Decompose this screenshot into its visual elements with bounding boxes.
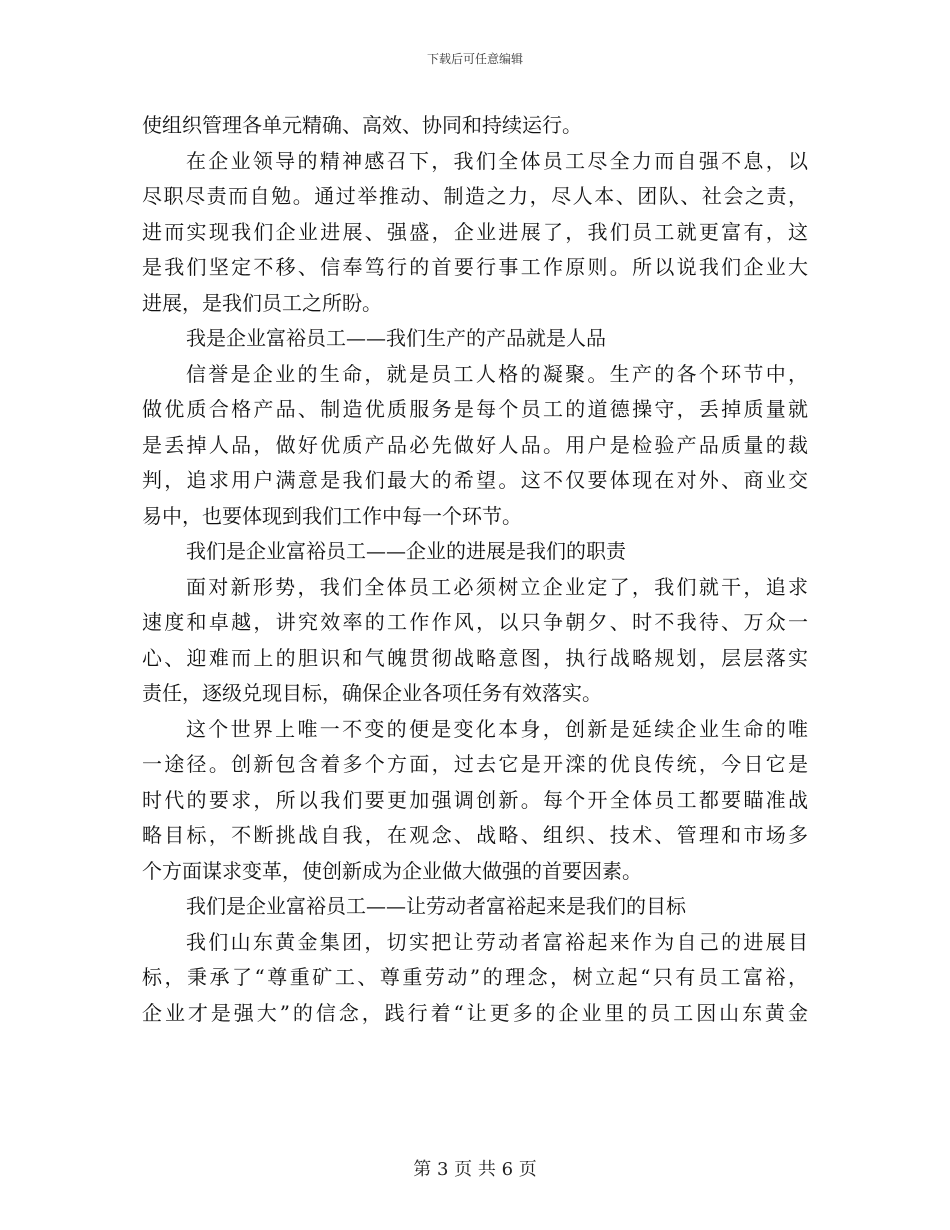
paragraph-line: 心、迎难而上的胆识和气魄贯彻战略意图，执行战略规划，层层落实 (142, 645, 808, 670)
paragraph-line: 做优质合格产品、制造优质服务是每个员工的道德操守，丢掉质量就 (142, 397, 808, 421)
paragraph-line: 进而实现我们企业进展、强盛，企业进展了，我们员工就更富有，这 (142, 219, 808, 244)
paragraph-line: 判，追求用户满意是我们最大的希望。这不仅要体现在对外、商业交 (142, 468, 808, 492)
paragraph-line: 这个世界上唯一不变的便是变化本身，创新是延续企业生命的唯 (186, 716, 808, 741)
paragraph-line: 时代的要求，所以我们要更加强调创新。每个开全体员工都要瞄准战 (142, 787, 808, 812)
paragraph-line: 标，秉承了“尊重矿工、尊重劳动”的理念，树立起“只有员工富裕， (142, 965, 808, 989)
paragraph-line: 个方面谋求变革，使创新成为企业做大做强的首要因素。 (142, 858, 642, 883)
paragraph-line: 企业才是强大”的信念，践行着“让更多的企业里的员工因山东黄金 (142, 1000, 808, 1025)
section-heading: 我是企业富裕员工——我们生产的产品就是人品 (186, 326, 606, 350)
paragraph-line: 易中，也要体现到我们工作中每一个环节。 (142, 503, 522, 528)
paragraph-line: 在企业领导的精神感召下，我们全体员工尽全力而自强不息，以 (186, 148, 808, 173)
paragraph-line: 我们山东黄金集团，切实把让劳动者富裕起来作为自己的进展目 (186, 929, 808, 954)
paragraph-line: 是丢掉人品，做好优质产品必先做好人品。用户是检验产品质量的裁 (142, 432, 808, 457)
paragraph-line: 面对新形势，我们全体员工必须树立企业定了，我们就干，追求 (186, 574, 808, 599)
page-number-footer: 第 3 页 共 6 页 (413, 1159, 537, 1180)
page-header: 下载后可任意编辑 (426, 52, 523, 66)
paragraph-line: 责任，逐级兑现目标，确保企业各项任务有效落实。 (142, 681, 602, 705)
document-body (142, 108, 808, 1031)
paragraph-line: 一途径。创新包含着多个方面，过去它是开滦的优良传统，今日它是 (142, 752, 808, 776)
paragraph-line: 略目标，不断挑战自我，在观念、战略、组织、技术、管理和市场多 (142, 823, 808, 847)
section-heading: 我们是企业富裕员工——企业的进展是我们的职责 (186, 539, 626, 563)
section-heading: 我们是企业富裕员工——让劳动者富裕起来是我们的目标 (186, 894, 686, 918)
paragraph-line: 使组织管理各单元精确、高效、协同和持续运行。 (142, 113, 582, 137)
paragraph-line: 信誉是企业的生命，就是员工人格的凝聚。生产的各个环节中， (186, 361, 808, 386)
paragraph-line: 进展，是我们员工之所盼。 (142, 290, 382, 315)
paragraph-line: 尽职尽责而自勉。通过举推动、制造之力，尽人本、团队、社会之责， (142, 184, 808, 208)
paragraph-line: 速度和卓越，讲究效率的工作作风，以只争朝夕、时不我待、万众一 (142, 610, 808, 634)
paragraph-line: 是我们坚定不移、信奉笃行的首要行事工作原则。所以说我们企业大 (142, 255, 808, 279)
